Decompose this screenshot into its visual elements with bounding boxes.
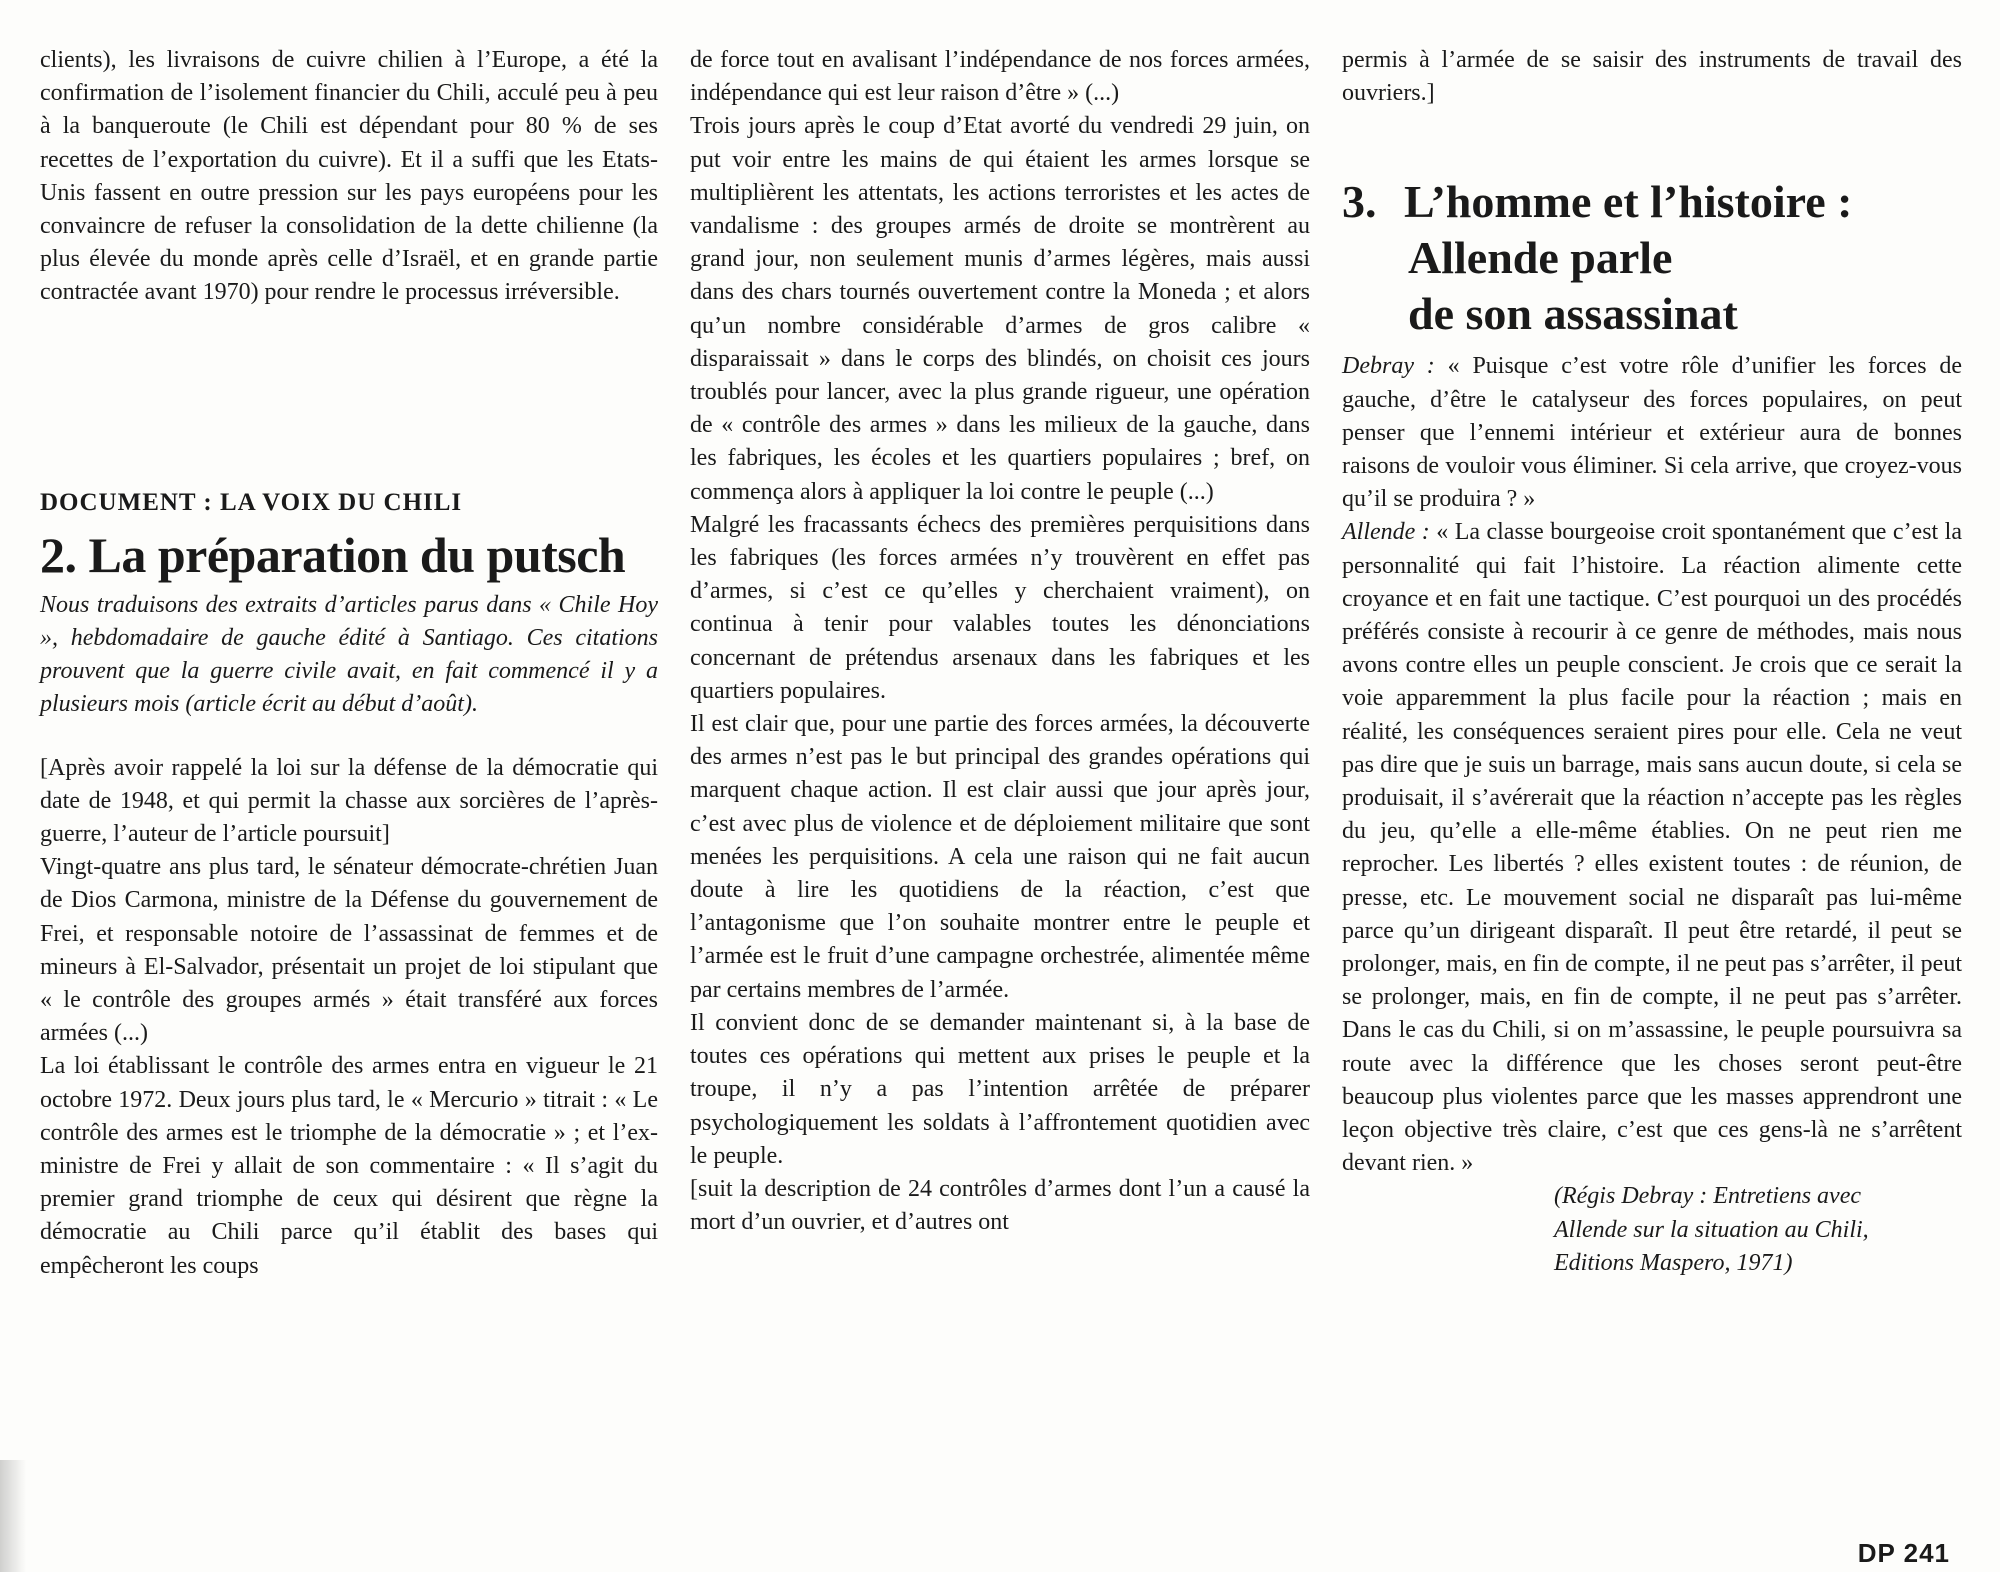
lead-italic: Nous traduisons des extraits d’articles parus dans « Chile Hoy », hebdomadaire de gauche édité à Santiago. Ces citations prouvent que la guerre civile avait, en fait commencé il y a plusieurs mois (article écrit au début d’août). [40, 591, 658, 718]
section-heading-2: 2. La préparation du putsch [40, 526, 626, 583]
paragraph: Vingt-quatre ans plus tard, le sénateur démocrate-chrétien Juan de Dios Carmona, ministre de la Défense du gouvernement de Frei, et responsable notoire de l’assassinat de femmes et de mineurs à El-Salvador, présentait un projet de loi stipulant que « le contrôle des groupes armés » était transféré aux forces armées (...) [40, 854, 658, 1047]
paragraph: Trois jours après le coup d’Etat avorté du vendredi 29 juin, on put voir entre les mains de qui étaient les armes lorsque se multiplièrent les attentats, les actions terroristes et les actes de vandalisme : des groupes armés de droite se montrèrent au grand jour, non seulement munis d’armes légères, mais aussi dans des chars tournés ouvertement contre la Moneda ; et alors qu’un nombre considérable d’armes de gros calibre « disparaissait » dans le corps des blindés, on choisit ces jours troublés pour lancer, avec la plus grande rigueur, une opération de « contrôle des armes » dans les milieux de la gauche, dans les fabriques, les écoles et les quartiers populaires ; bref, on commença alors à appliquer la loi contre le peuple (...) [690, 113, 1310, 505]
page-number: DP 241 [1857, 1538, 1950, 1568]
source-credit [1342, 1180, 1962, 1280]
paragraph: La loi établissant le contrôle des armes entra en vigueur le 21 octobre 1972. Deux jours plus tard, le « Mercurio » titrait : « Le contrôle des armes est le triomphe de la démocratie » ; et l’ex-ministre de Frei y allait de son commentaire : « Il s’agit du premier grand triomphe de ceux qui désirent que règne la démocratie au Chili parce qu’il établit des bases qui empêcheront les coups [40, 1053, 658, 1279]
spacer [40, 722, 658, 752]
paragraph: de force tout en avalisant l’indépendance de nos forces armées, indépendance qui est leur raison d’être » (...) [690, 47, 1310, 107]
paragraph: Malgré les fracassants échecs des premières perquisitions dans les fabriques (les forces armées n’y trouvèrent en effet pas d’armes, si c’est ce qu’elles y cherchaient vraiment), on continua à tenir pour valables toutes les dénonciations concernant de prétendus arsenaux dans les fabriques et les quartiers populaires. [690, 511, 1310, 704]
credit-line: (Régis Debray : Entretiens avec [1554, 1183, 1861, 1210]
interview-answer [1342, 516, 1962, 1180]
heading-line: L’homme et l’histoire : [1404, 176, 1853, 228]
paragraph: Il est clair que, pour une partie des forces armées, la découverte des armes n’est pas le but principal des grandes opérations qui marquent chaque action. Il est clair aussi que jour après jour, c’est avec plus de violence et de déploiement militaire que sont menées les perquisitions. A cela une raison qui ne fait aucun doute à lire les quotidiens de la réaction, c’est que l’antagonisme que l’on souhaite montrer entre le peuple et l’armée est le fruit d’une campagne orchestrée, alimentée même par certains membres de l’armée. [690, 711, 1310, 1003]
interview-question [1342, 350, 1962, 516]
section-heading-3 [1342, 174, 1962, 342]
speaker-text: « La classe bourgeoise croit spontanément que c’est la personnalité qui fait l’histoire. La réaction alimente cette croyance et en fait une tactique. C’est pourquoi un des procédés préférés consiste à recourir à ce genre de méthodes, mais nous avons contre elles un peuple conscient. Je crois que ce serait la voie apparemment la plus facile pour la réaction ; mais en réalité, les conséquences seraient pires pour elle. Cela ne veut pas dire que je suis un barrage, mais sans aucun doute, si cela se produisait, il s’avérerait que la réaction n’accepte pas les règles du jeu, qu’elle a elle-même établies. On ne peut rien me reprocher. Les libertés ? elles existent toutes : de réunion, de presse, etc. Le mouvement social ne disparaît pas lui-même parce qu’un dirigeant disparaît. Il peut être retardé, il peut se prolonger, mais, en fin de compte, il ne peut pas s’arrêter, il peut se prolonger, mais, en fin de compte, il ne peut pas s’arrêter. Dans le cas du Chili, si on m’assassine, le peuple poursuivra sa route avec la différence que les choses seront peut-être beaucoup plus violentes parce que les masses apprendront une leçon objective très claire, c’est que ces gens-là ne s’arrêtent devant rien. » [1342, 519, 1963, 1177]
speaker-text: « Puisque c’est votre rôle d’unifier les forces de gauche, d’être le catalyseur des forces populaires, on peut penser que l’ennemi intérieur et extérieur aura de bonnes raisons de vouloir vous éliminer. Si cela arrive, que croyez-vous qu’il se produira ? » [1342, 353, 1963, 513]
credit-line: Allende sur la situation au Chili, [1554, 1216, 1869, 1243]
paragraph: Il convient donc de se demander maintenant si, à la base de toutes ces opérations qui mettent aux prises le peuple et la troupe, il n’y a pas l’intention arrêtée de préparer psychologiquement les soldats à l’affrontement quotidien avec le peuple. [690, 1009, 1310, 1169]
intro-paragraph: clients), les livraisons de cuivre chilien à l’Europe, a été la confirmation de l’isolement financier du Chili, acculé peu à peu à la banqueroute (le Chili est dépendant pour 80 % de ses recettes de l’exportation du cuivre). Et il a suffi que les Etats-Unis fassent en outre pression sur les pays européens pour les convaincre de refuser la consolidation de la dette chilienne (la plus élevée du monde après celle d’Israël, et en grande partie contractée avant 1970) pour rendre le processus irréversible. [40, 47, 658, 306]
spacer [40, 310, 658, 486]
column-middle [690, 44, 1310, 1239]
section-kicker: DOCUMENT : LA VOIX DU CHILI [40, 488, 463, 516]
speaker-label: Allende : [1342, 519, 1430, 546]
spacer [1342, 110, 1962, 174]
column-right [1342, 44, 1962, 1280]
paragraph: permis à l’armée de se saisir des instruments de travail des ouvriers.] [1342, 47, 1962, 107]
heading-number: 3. [1342, 176, 1377, 228]
scan-shadow [0, 1460, 26, 1572]
heading-line: de son assassinat [1408, 288, 1738, 340]
paragraph: [suit la description de 24 contrôles d’armes dont l’un a causé la mort d’un ouvrier, et d’autres ont [690, 1175, 1310, 1236]
heading-line: Allende parle [1408, 232, 1673, 284]
paragraph: [Après avoir rappelé la loi sur la défense de la démocratie qui date de 1948, et qui permit la chasse aux sorcières de l’après-guerre, l’auteur de l’article poursuit] [40, 754, 658, 848]
speaker-label: Debray : [1342, 353, 1435, 380]
credit-line: Editions Maspero, 1971) [1554, 1249, 1793, 1276]
column-left [40, 44, 658, 1283]
